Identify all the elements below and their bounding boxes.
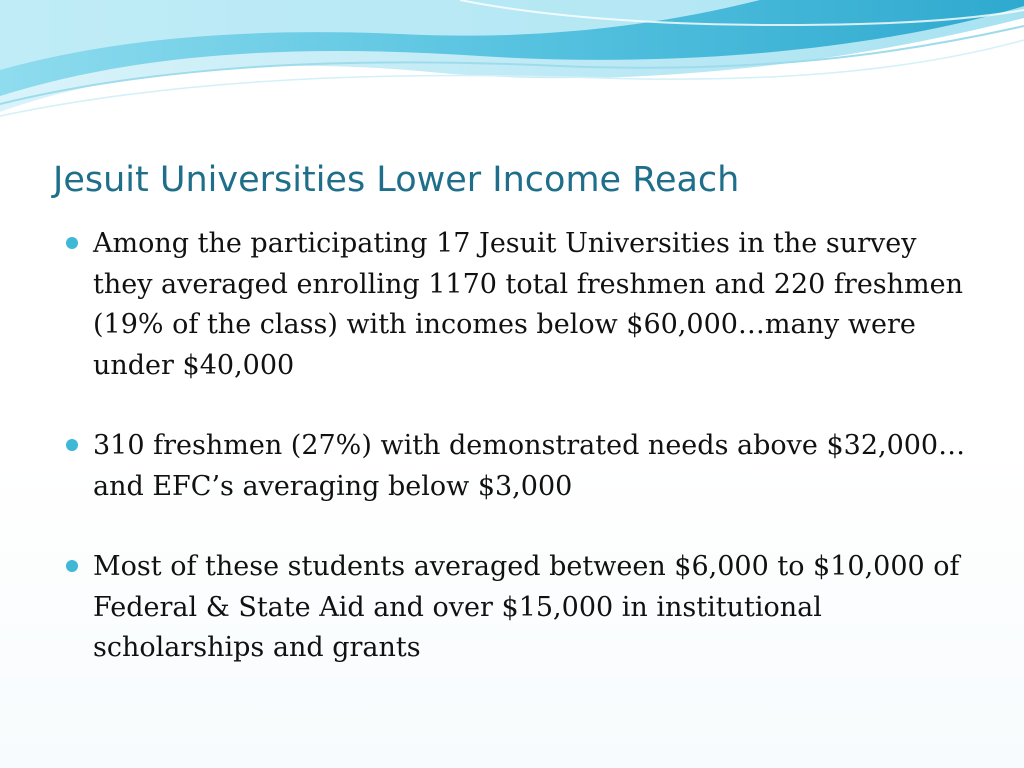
slide-title: Jesuit Universities Lower Income Reach (53, 160, 740, 200)
bullet-item (66, 224, 976, 386)
bullet-item (66, 426, 976, 507)
bullet-dot-icon (66, 439, 78, 451)
bullet-dot-icon (66, 237, 78, 249)
bullet-text: Among the participating 17 Jesuit Universities in the survey they averaged enrolling 1170 total freshmen and 220 freshmen (19% of the class) with incomes below $60,000…many were under $40,000 (93, 228, 964, 381)
bullet-dot-icon (66, 560, 78, 572)
header-wave-decoration (0, 0, 1024, 130)
bullet-list (66, 224, 976, 709)
bullet-text: Most of these students averaged between $6,000 to $10,000 of Federal & State Aid and over $15,000 in institutional scholarships and grants (93, 551, 960, 663)
bullet-text: 310 freshmen (27%) with demonstrated needs above $32,000…and EFC’s averaging below $3,000 (93, 430, 966, 502)
bullet-item (66, 547, 976, 669)
